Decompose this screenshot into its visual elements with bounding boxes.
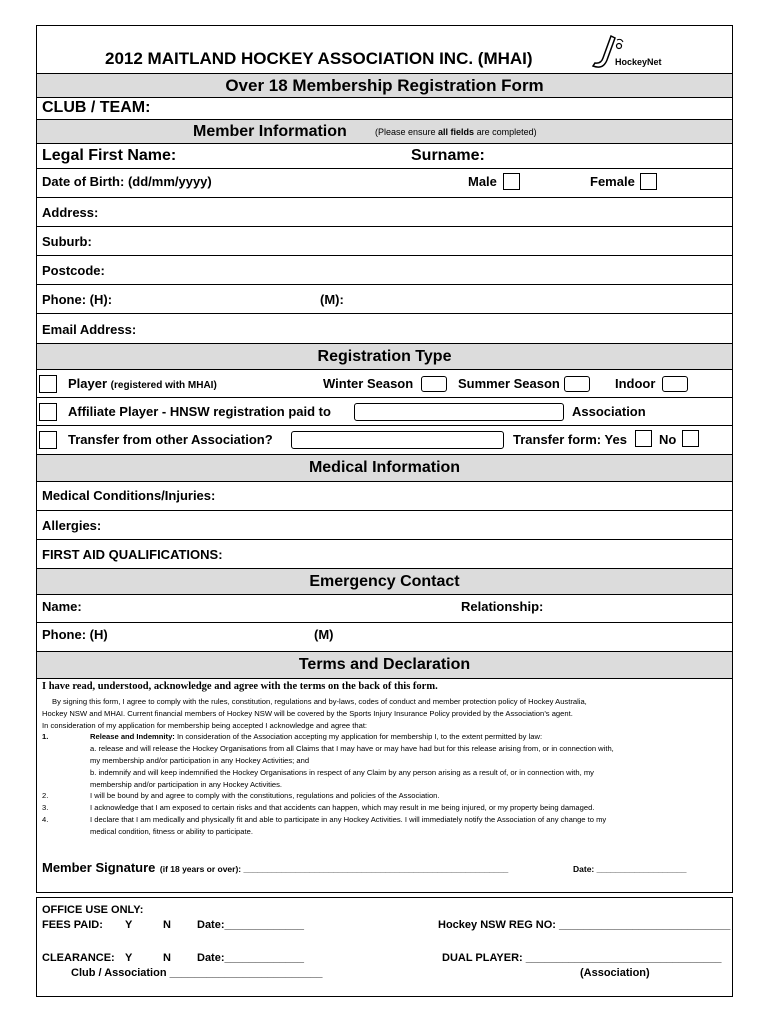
form-title: 2012 MAITLAND HOCKEY ASSOCIATION INC. (MHAI): [105, 49, 533, 68]
phone-home-label: Phone: (H):: [42, 292, 113, 307]
emergency-name-row[interactable]: [37, 595, 732, 623]
first-aid-row[interactable]: [37, 540, 732, 569]
terms-line: b. indemnify and will keep indemnified the Hockey Organisations in respect of any Claim by any person arising as a result of, or in connection with, my: [90, 767, 594, 777]
terms-line: medical condition, fitness or ability to participate.: [90, 826, 253, 836]
player-checkbox[interactable]: [39, 375, 57, 393]
allergies-row[interactable]: [37, 511, 732, 540]
terms-item-2: 2. I will be bound by and agree to comply with the constitutions, regulations and policies of the Association.: [42, 791, 440, 801]
first-name-label: Legal First Name:: [42, 147, 177, 164]
surname-label: Surname:: [411, 147, 485, 164]
indoor-checkbox[interactable]: [662, 376, 688, 392]
transfer-yes-checkbox[interactable]: [635, 430, 652, 447]
transfer-association-input[interactable]: [291, 431, 504, 449]
affiliate-row: [37, 398, 732, 426]
member-info-heading: Member Information: [193, 123, 347, 140]
male-checkbox[interactable]: [503, 173, 520, 190]
signature-date[interactable]: Date: ___________________: [573, 864, 687, 874]
clearance-label: CLEARANCE:: [42, 952, 115, 964]
fees-paid-label: FEES PAID:: [42, 919, 103, 931]
nsw-reg-number[interactable]: Hockey NSW REG NO: ____________________________: [438, 919, 731, 931]
transfer-checkbox[interactable]: [39, 431, 57, 449]
affiliate-association-input[interactable]: [354, 403, 564, 421]
clearance-yes[interactable]: Y: [125, 952, 133, 964]
fees-paid-no[interactable]: N: [163, 919, 171, 931]
suburb-label: Suburb:: [42, 234, 92, 249]
emergency-phone-home-label: Phone: (H): [42, 627, 108, 642]
emergency-heading: Emergency Contact: [309, 573, 460, 590]
first-aid-label: FIRST AID QUALIFICATIONS:: [42, 547, 223, 562]
emergency-heading-row: [37, 569, 732, 595]
member-signature-line[interactable]: Member Signature (if 18 years or over): ________________________________________________________: [42, 860, 509, 875]
member-info-note: (Please ensure all fields are completed): [375, 127, 537, 137]
club-team-row[interactable]: [37, 98, 732, 120]
terms-line: my membership and/or participation in any Hockey Activities; and: [90, 755, 310, 765]
affiliate-label: Affiliate Player - HNSW registration paid to: [68, 404, 331, 419]
transfer-no-label: No: [659, 432, 677, 447]
terms-item-3: 3. I acknowledge that I am exposed to certain risks and that accidents can happen, which may result in me being injured, or my property being damaged.: [42, 803, 595, 813]
postcode-row[interactable]: [37, 256, 732, 285]
terms-line: a. release and will release the Hockey Organisations from all Claims that I may have or may have had but for this release arising from, or in connection with,: [90, 744, 614, 754]
email-row[interactable]: [37, 314, 732, 344]
transfer-row: [37, 426, 732, 455]
fees-paid-yes[interactable]: Y: [125, 919, 133, 931]
clearance-date[interactable]: Date:_____________: [197, 952, 305, 964]
terms-body: [42, 696, 724, 838]
emergency-phone-mobile-label: (M): [314, 627, 334, 642]
male-label: Male: [468, 174, 497, 189]
player-row: [37, 370, 732, 398]
transfer-label: Transfer from other Association?: [68, 432, 273, 447]
medical-heading: Medical Information: [308, 459, 461, 476]
logo-text: HockeyNet: [615, 57, 662, 67]
dual-player[interactable]: DUAL PLAYER: ________________________________: [442, 952, 722, 964]
dob-row[interactable]: [37, 169, 732, 198]
clearance-no[interactable]: N: [163, 952, 171, 964]
address-row[interactable]: [37, 198, 732, 227]
emergency-name-label: Name:: [42, 599, 82, 614]
club-team-label: CLUB / TEAM:: [42, 99, 151, 116]
registration-heading: Registration Type: [317, 348, 452, 365]
terms-line: By signing this form, I agree to comply with the rules, constitution, regulations and by-laws, codes of conduct and member protection policy of Hockey Australia,: [52, 697, 587, 706]
terms-line: membership and/or participation in any Hockey Activities.: [90, 779, 283, 789]
suburb-row[interactable]: [37, 227, 732, 256]
transfer-form-yes-label: Transfer form: Yes: [513, 432, 627, 447]
postcode-label: Postcode:: [42, 263, 105, 278]
club-association[interactable]: Club / Association _________________________: [71, 967, 323, 979]
summer-season-checkbox[interactable]: [564, 376, 590, 392]
address-label: Address:: [42, 205, 99, 220]
title-row: [37, 26, 732, 74]
terms-item-1: 1. Release and Indemnity: In consideration of the Association accepting my application for membership I, to the extent permitted by law:: [42, 732, 543, 742]
terms-heading-row: [37, 652, 732, 679]
terms-item-4: 4. I declare that I am medically and physically fit and able to participate in any Hockey Activities. I will immediately notify the Association of any change to my: [42, 814, 607, 824]
indoor-label: Indoor: [615, 376, 656, 391]
association-label: Association: [572, 404, 646, 419]
emergency-phone-row[interactable]: [37, 623, 732, 652]
medical-conditions-label: Medical Conditions/Injuries:: [42, 488, 216, 503]
member-info-heading-row: [37, 120, 732, 144]
winter-season-checkbox[interactable]: [421, 376, 447, 392]
terms-heading: Terms and Declaration: [298, 656, 471, 673]
allergies-label: Allergies:: [42, 518, 102, 533]
winter-season-label: Winter Season: [323, 376, 414, 391]
terms-line: In consideration of my application for membership being accepted I acknowledge and agree that:: [42, 720, 368, 730]
female-checkbox[interactable]: [640, 173, 657, 190]
terms-line: Hockey NSW and MHAI. Current financial members of Hockey NSW will be covered by the Sports Injury Insurance Policy provided by the Association’s agent.: [42, 708, 573, 718]
transfer-no-checkbox[interactable]: [682, 430, 699, 447]
dob-label: Date of Birth: (dd/mm/yyyy): [42, 174, 212, 189]
relationship-label: Relationship:: [461, 599, 544, 614]
affiliate-checkbox[interactable]: [39, 403, 57, 421]
female-label: Female: [590, 174, 635, 189]
email-label: Email Address:: [42, 322, 137, 337]
medical-heading-row: [37, 455, 732, 482]
phone-mobile-label: (M):: [320, 292, 344, 307]
association-caption: (Association): [580, 967, 650, 979]
registration-heading-row: [37, 344, 732, 370]
player-label: Player (registered with MHAI): [68, 376, 217, 391]
office-use-section: [36, 897, 733, 997]
name-row[interactable]: [37, 144, 732, 169]
medical-conditions-row[interactable]: [37, 482, 732, 511]
registration-form: [36, 25, 733, 893]
form-subtitle: Over 18 Membership Registration Form: [225, 76, 544, 95]
subtitle-row: [37, 74, 732, 98]
terms-lead: I have read, understood, acknowledge and agree with the terms on the back of this form.: [42, 681, 438, 692]
summer-season-label: Summer Season: [458, 376, 560, 391]
phone-row[interactable]: [37, 285, 732, 314]
fees-paid-date[interactable]: Date:_____________: [197, 919, 305, 931]
office-title: OFFICE USE ONLY:: [42, 904, 144, 916]
